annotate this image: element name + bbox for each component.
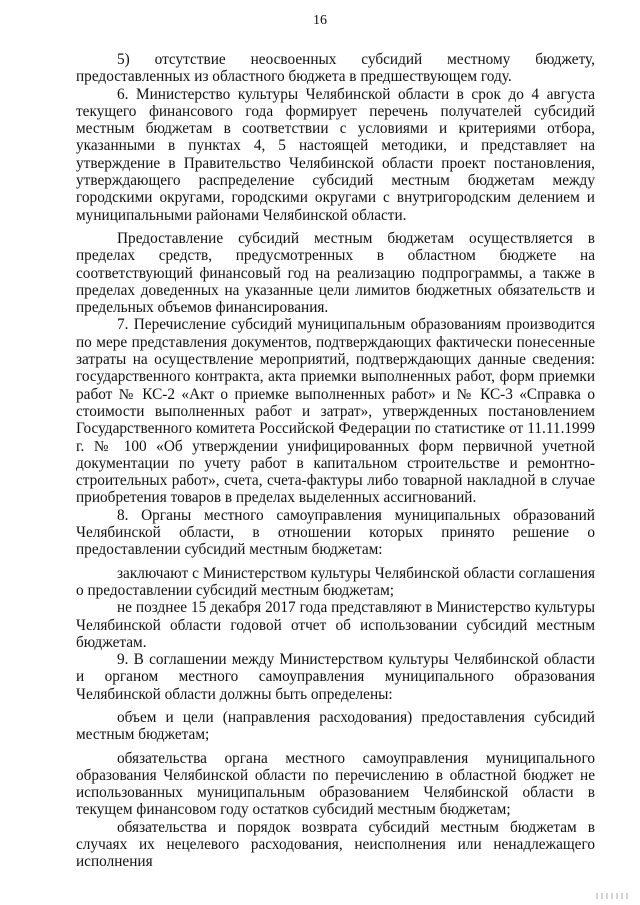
paragraph-refund-obligations: обязательства и порядок возврата субсидий местным бюджетам в случаях их нецелевого расходования, неисполнения или ненадлежащего исполнения — [76, 818, 595, 871]
paragraph-transfer-obligations: обязательства органа местного самоуправления муниципального образования Челябинской области по перечислению в областной бюджет не использованных муниципальным образованием Челябинской области в текущем финансовом году остатков субсидий местным бюджетам; — [76, 749, 595, 819]
paragraph-section-6: 6. Министерство культуры Челябинской области в срок до 4 августа текущего финансового года формирует перечень получателей субсидий местным бюджетам в соответствии с условиями и критериями отбора, указанными в пунктах 4, 5 настоящей методики, и представляет на утверждение в Правительство Челябинской области проект постановления, утверждающего распределение субсидий местным бюджетам между городскими округами, городскими округами с внутригородским делением и муниципальными районами Челябинской области. — [76, 85, 595, 224]
paragraph-item-5: 5) отсутствие неосвоенных субсидий местному бюджету, предоставленных из областного бюджета в предшествующем году. — [76, 51, 595, 86]
paragraph-funding-limits: Предоставление субсидий местным бюджетам осуществляется в пределах средств, предусмотренных в областном бюджете на соответствующий финансовый год на реализацию подпрограммы, а также в пределах доведенных на указанные цели лимитов бюджетных обязательств и предельных объемов финансирования. — [76, 229, 595, 317]
page-number: 16 — [313, 13, 327, 28]
paragraph-section-9: 9. В соглашении между Министерством культуры Челябинской области и органом местного самоуправления муниципального образования Челябинской области должны быть определены: — [76, 651, 595, 703]
scan-artifact — [596, 893, 630, 899]
paragraph-volume-and-goals: объем и цели (направления расходования) предоставления субсидий местным бюджетам; — [76, 708, 595, 744]
body-text — [76, 51, 595, 871]
paragraph-annual-report: не позднее 15 декабря 2017 года представляют в Министерство культуры Челябинской области годовой отчет об использовании субсидий местным бюджетам. — [76, 599, 595, 651]
paragraph-section-8: 8. Органы местного самоуправления муниципальных образований Челябинской области, в отношении которых принято решение о предоставлении субсидий местным бюджетам: — [76, 506, 595, 559]
paragraph-conclude-agreements: заключают с Министерством культуры Челябинской области соглашения о предоставлении субсидий местным бюджетам; — [76, 564, 595, 599]
paragraph-section-7: 7. Перечисление субсидий муниципальным образованиям производится по мере представления документов, подтверждающих фактически понесенные затраты на осуществление мероприятий, подтверждающих данные сведения: государственного контракта, акта приемки выполненных работ, форм приемки работ № КС-2 «Акт о приемке выполненных работ» и № КС-3 «Справка о стоимости выполненных работ и затрат», утвержденных постановлением Государственного комитета Российской Федерации по статистике от 11.11.1999 г. № 100 «Об утверждении унифицированных форм первичной учетной документации по учету работ в капитальном строительстве и ремонтно-строительных работ», счета, счета-фактуры либо товарной накладной в случае приобретения товаров в пределах выделенных ассигнований. — [76, 316, 595, 507]
